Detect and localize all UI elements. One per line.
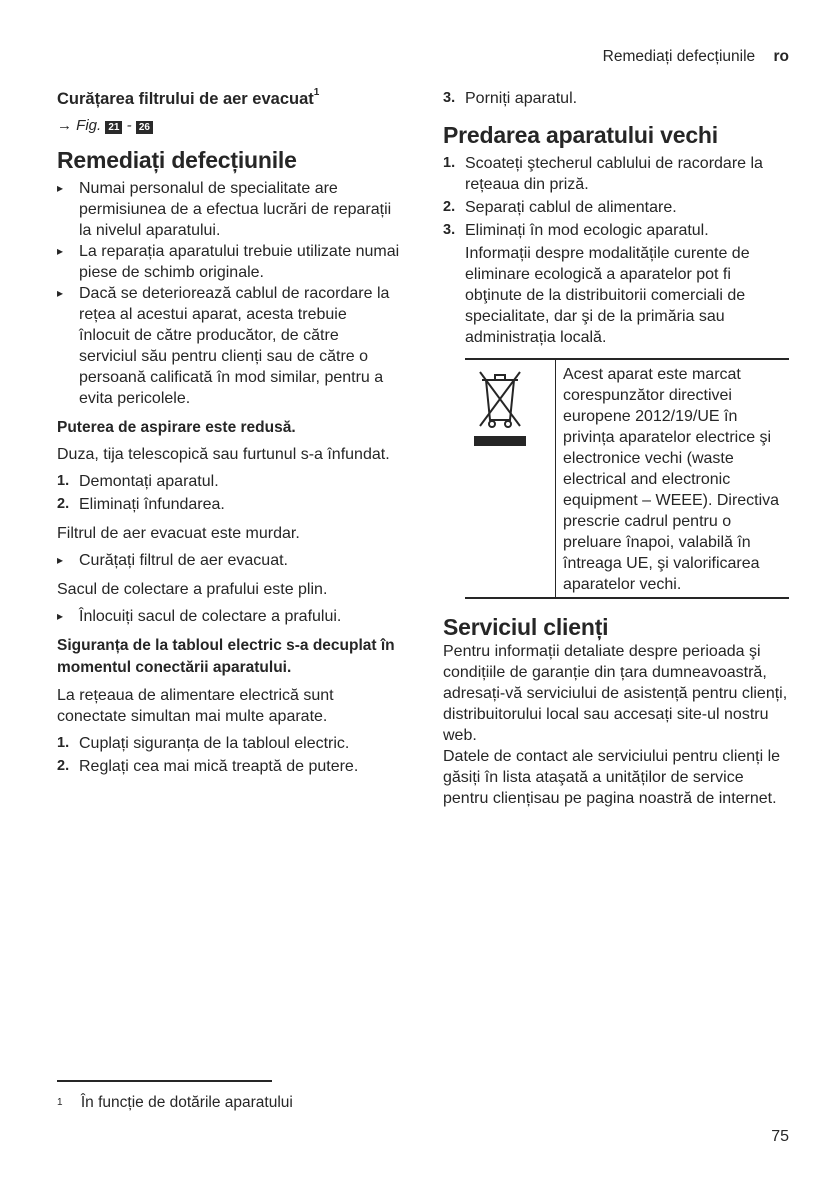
service-paragraph: Pentru informații detaliate despre perioada şi condițiile de garanție din țara dumneavoastră, adresați-vă serviciului de asistență pentru clienți, distribuitorului local sau accesați site-ul nostru web. [443,643,788,744]
fuse-title: Siguranța de la tabloul electric s-a decuplat în momentul conectării aparatului. [57,637,395,676]
footnote-ref: 1 [313,87,320,98]
footnote-text: În funcție de dotările aparatului [80,1094,293,1111]
weee-text: Acest aparat este marcat corespunzător directivei europene 2012/19/UE în privința aparatelor electrice şi electronice vechi (waste electrical and electronic equipment – WEEE). Directiva prescrie cadrul pentru o preluare înapoi, valabilă în întreaga UE, şi valorificarea aparatelor vechi. [563,366,780,593]
running-header [603,46,789,67]
customer-service-heading: Serviciul clienți [443,614,609,640]
bullet-item: ▸ Numai personalul de specialitate are permisiunea de a efectua lucrări de reparații la nivelul aparatului. [57,178,400,241]
cause-text: Duza, tija telescopică sau furtunul s-a înfundat. [57,446,390,463]
suction-power-title: Puterea de aspirare este redusă. [57,419,296,436]
weee-notice-box [465,358,789,599]
crossed-bin-icon [470,366,530,448]
troubleshooting-heading: Remediați defecțiunile [57,147,297,173]
footnote [57,1092,293,1113]
bullet-item: ▸ La reparația aparatului trebuie utilizate numai piese de schimb originale. [57,241,400,283]
numbered-step: 1. Demontați aparatul. [57,473,219,490]
header-language-code: ro [773,48,789,65]
cause-text: La rețeaua de alimentare electrică sunt conectate simultan mai multe aparate. [57,687,334,725]
numbered-step: 1. Cuplați siguranța de la tabloul electric. [57,735,350,752]
numbered-step: 2. Reglați cea mai mică treaptă de putere. [57,758,359,775]
filter-cleaning-title: Curățarea filtrului de aer evacuat$^1$ [57,87,320,108]
bullet-item: ▸ Curățați filtrul de aer evacuat. [57,550,400,571]
left-column [57,88,400,777]
weee-icon-cell [465,360,556,597]
bullet-item: ▸ Înlocuiți sacul de colectare a prafului. [57,606,400,627]
numbered-step: 2. Separați cablul de alimentare. [443,199,677,216]
bullet-item: ▸ Dacă se deteriorează cablul de racordare la rețea al acestui aparat, acesta trebuie înlocuit de către producător, de către serviciul său pentru clienți sau de către o persoană calificată în mod similar, pentru a evita pericolele. [57,283,400,409]
figure-reference: → Fig. 21 - 26 [57,115,400,136]
service-paragraph: Datele de contact ale serviciului pentru clienți le găsiți în lista ataşată a unităților de service pentru cliențisau pe pagina noastră de internet. [443,748,781,807]
numbered-step: 2. Eliminați înfundarea. [57,496,225,513]
right-column [443,88,789,809]
disposal-heading: Predarea aparatului vechi [443,122,718,148]
numbered-step: 3. Porniți aparatul. [443,90,578,107]
numbered-step: 1. Scoateți ştecherul cablului de racordare la rețeaua din priză. [443,155,763,193]
fig-badge-start: 21 [105,121,122,134]
cause-text: Filtrul de aer evacuat este murdar. [57,525,300,542]
header-section-title: Remediați defecțiunile [602,48,756,65]
footnote-divider [57,1080,272,1082]
numbered-step: 3. Eliminați în mod ecologic aparatul. [443,222,709,239]
page-number: 75 [771,1128,789,1145]
footnote-mark: 1 [57,1097,63,1108]
disposal-info: Informații despre modalitățile curente de eliminare ecologică a aparatelor pot fi obţinute de la distribuitorii comerciali de specialitate, dar şi de la primăria sau administrația locală. [465,245,750,346]
fig-badge-end: 26 [136,121,153,134]
cause-text: Sacul de colectare a prafului este plin. [57,581,328,598]
